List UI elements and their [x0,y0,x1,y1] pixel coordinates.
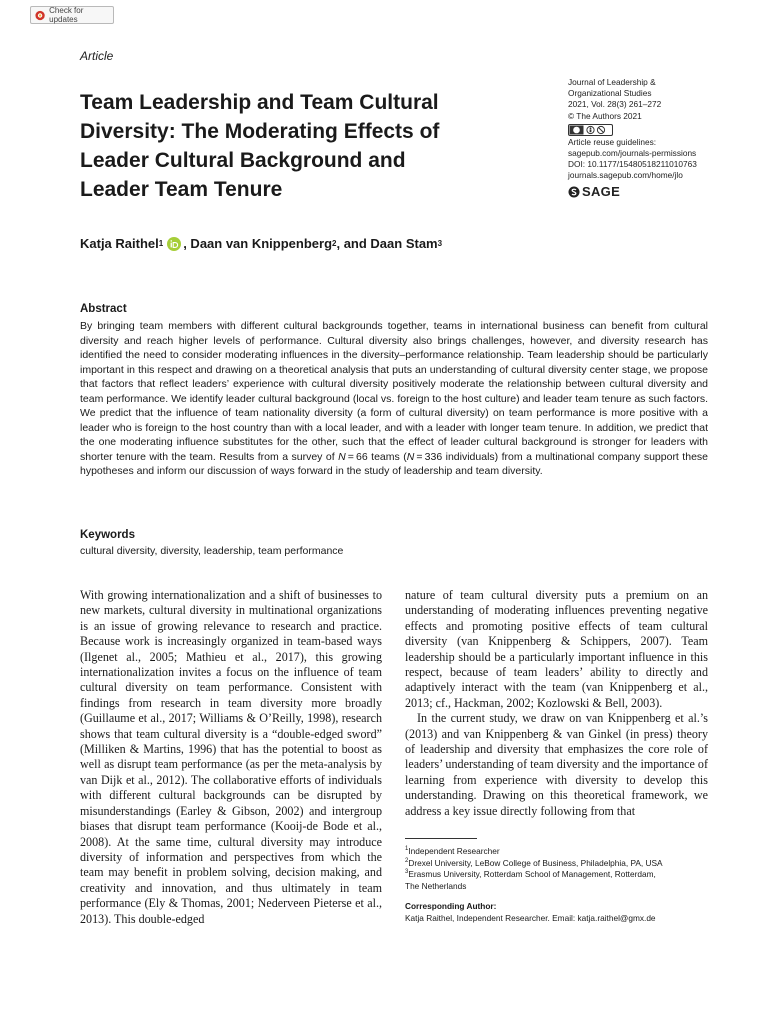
footnote-text: Independent Researcher [408,846,500,856]
footnote-continuation: The Netherlands [405,880,467,891]
footnote-text: Erasmus University, Rotterdam School of Management, Rotterdam, [408,869,656,880]
sage-logo-icon [568,186,580,198]
keywords-heading: Keywords [80,529,135,541]
abstract-part: = 66 teams ( [345,450,407,463]
reuse-guidelines-label: Article reuse guidelines: [568,136,657,147]
publisher-logo [568,186,743,198]
journal-info [568,77,743,198]
journal-home-link[interactable]: journals.sagepub.com/home/jlo [568,170,683,181]
author-separator: , Daan van Knippenberg [183,236,333,251]
check-for-updates-button[interactable] [30,6,114,24]
journal-name-line1: Journal of Leadership & [568,77,656,87]
footnote-marker: 2 [405,857,409,864]
orcid-icon[interactable] [167,237,181,251]
body-column-left [80,588,382,927]
abstract-text [80,319,708,479]
affiliation-footnote [405,858,708,870]
abstract-part: = 336 individuals) from a multinational company support these hypotheses and inform our discussion of ways forward in the study of leadership and team diversity. [80,450,708,477]
body-paragraph: With growing internationalization and a shift of businesses to new markets, cultural diversity in multinational organizations is an issue of growing relevance to research and practice. Because work is increasingly organized in team-based ways (Ilgenet al., 2005; Mathieu et al., 2017), this growing internationalization invites a focus on the influence of team cultural diversity on team performance. Consistent with findings from research in team diversity more broadly (Guillaume et al., 2017; Williams & O’Reilly, 1998), research shows that team cultural diversity is a “double-edged sword” (Milliken & Martins, 1996) that has the potential to boost as well as disrupt team performance (as per the meta-analysis by van Dijk et al., 2012). The collaborative efforts of individuals with different cultural backgrounds can be disrupted by misunderstandings (Earley & Gibson, 2002) and intergroup biases that disrupt team performance (Kooij-de Bode et al., 2008). At the same time, cultural diversity may introduce diversity of information and perspectives from which the team may benefit in problem solving, decision making, and creativity and innovation, and thus ultimately in team performance (Ely & Thomas, 2001; Nederveen Pieterse et al., 2013). This double-edged [80,588,382,926]
creative-commons-icon [568,124,613,136]
reuse-guidelines-link[interactable]: sagepub.com/journals-permissions [568,148,697,159]
affiliation-footnote [405,869,708,881]
footnotes [405,846,708,925]
affiliation-footnote [405,846,708,858]
body-column-right [405,588,708,819]
doi-link[interactable]: DOI: 10.1177/15480518211010763 [568,159,697,170]
author-separator: , and Daan Stam [336,236,438,251]
corresponding-author-text: Katja Raithel, Independent Researcher. Email: katja.raithel@gmx.de [405,912,656,923]
body-paragraph: In the current study, we draw on van Knippenberg et al.’s (2013) and van Knippenberg & van Ginkel (in press) theory of leadership and diversity that emphasizes the core role of leaders’ understanding of team diversity and the importance of learning from experience with diversity to develop this understanding. Drawing on this theoretical framework, we address a key issue directly following from that [405,711,708,818]
title-line: Team Leadership and Team Cultural [80,91,439,114]
article-type-label: Article [80,49,114,63]
title-line: Diversity: The Moderating Effects of [80,120,440,143]
abstract-heading: Abstract [80,303,127,315]
body-paragraph: nature of team cultural diversity puts a premium on an understanding of moderating influences preventing negative effects and promoting positive effects of team cultural diversity (van Knippenberg & Schippers, 2007). Team leadership should be a particularly important influence in this respect, because of team leaders’ ability to directly and adaptively interact with the team (van Knippenberg et al., 2013; cf., Hackman, 2002; Kozlowski & Bell, 2003). [405,588,708,710]
keywords-list: cultural diversity, diversity, leadership, team performance [80,545,344,557]
sample-size-variable: N [406,450,415,463]
update-check-icon [35,10,45,21]
footnote-text: Drexel University, LeBow College of Business, Philadelphia, PA, USA [408,857,663,868]
journal-name-line2: Organizational Studies [568,88,652,99]
footnote-divider [405,838,477,839]
check-for-updates-label: Check for updates [49,6,84,24]
abstract-part: By bringing team members with different cultural backgrounds together, teams in international business can benefit from cultural diversity and reach higher levels of performance. Cultural diversity also brings challenges, however, and diversity research has identified the need to consider moderating influences in the diversity–performance relationship. Team leadership should be particularly important in this respect and drawing on a theoretical analysis that puts an understanding of cultural diversity center stage, we propose that factors that reflect leaders’ experience with cultural diversity positively moderate the relationship between cultural diversity and team performance. We identify leader cultural background (local vs. foreign to the host culture) and leader team tenure as such factors. We predict that the influence of team nationality diversity (a form of cultural diversity) on team performance is more positive with a leader who is foreign to the host country than with a local leader, and with a leader with longer team tenure. In addition, we predict that the one moderating influence substitutes for the other, such that the effect of leader cultural background is stronger for leaders with shorter tenure with the team. Results from a survey of [80,320,708,463]
title-line: Leader Team Tenure [80,178,283,201]
journal-copyright: © The Authors 2021 [568,110,642,121]
title-line: Leader Cultural Background and [80,149,406,172]
corresponding-author-heading: Corresponding Author: [405,901,497,912]
publisher-name: SAGE [582,184,621,200]
sample-size-variable: N [338,450,346,463]
page-title [80,88,520,204]
journal-volume: 2021, Vol. 28(3) 261–272 [568,99,662,110]
footnote-marker: 3 [405,869,409,876]
author-list: Katja Raithel 1 , Daan van Knippenberg 2 , and Daan Stam 3 [80,236,443,251]
author-name[interactable]: Katja Raithel [80,236,159,251]
footnote-marker: 1 [405,846,409,853]
